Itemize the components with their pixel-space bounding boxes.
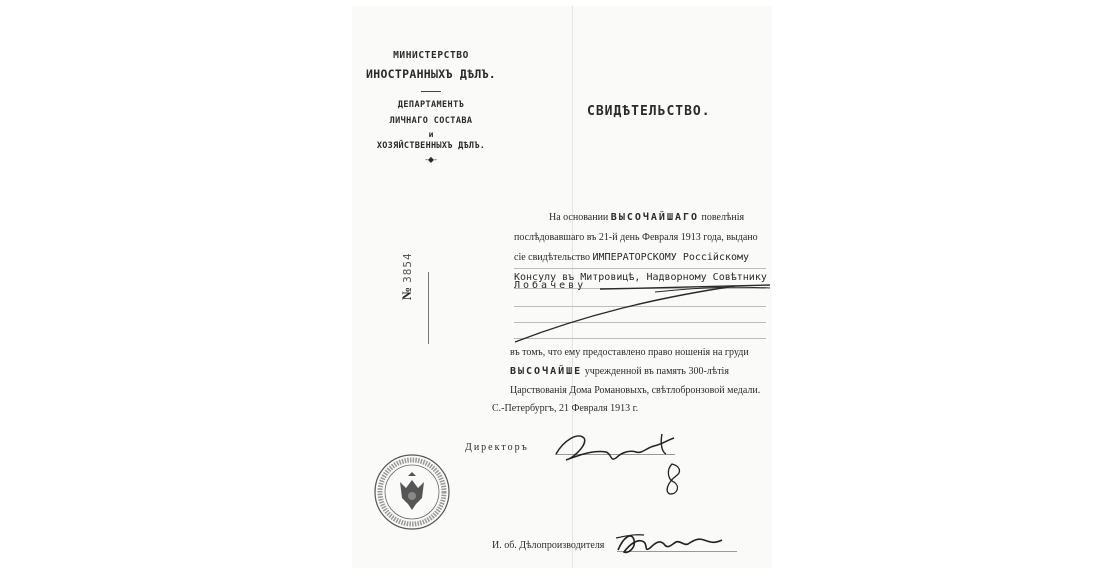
director-signature-icon	[550, 424, 700, 504]
body-line2: послѣдовавшаго въ 21-й день Февраля 1913 года, выдано	[514, 232, 758, 243]
place-date: С.-Петербургъ, 21 Февраля 1913 г.	[492, 403, 639, 414]
document-title: СВИДѢТЕЛЬСТВО.	[587, 104, 711, 119]
body-line3-a: сіе свидѣтельство	[514, 252, 591, 263]
recipient-name: Лобачеву	[514, 280, 587, 291]
department-line2: ЛИЧНАГО СОСТАВА	[389, 116, 473, 126]
body-line1-b: ВЫСОЧАЙШАГО	[610, 212, 700, 223]
body-line3-b: ИМПЕРАТОРСКОМУ Россійскому	[592, 252, 750, 263]
clerk-label: И. об. Дѣлопроизводителя	[492, 540, 605, 551]
letterhead-divider	[421, 91, 441, 92]
director-label: Директоръ	[465, 442, 529, 453]
ministry-line1: МИНИСТЕРСТВО	[393, 50, 469, 61]
body-line1-c: повелѣнія	[701, 212, 745, 223]
ornament-icon: -◆-	[425, 155, 437, 164]
body-line1-a: На основании	[549, 212, 609, 223]
body-line4: Консулу въ Митровицѣ, Надворному Совѣтнику	[514, 272, 767, 283]
number-sign: №	[399, 286, 414, 300]
department-line1: ДЕПАРТАМЕНТЪ	[397, 100, 465, 110]
cancellation-stroke	[505, 280, 775, 350]
number-underline	[428, 272, 429, 344]
clerk-signature-icon	[614, 526, 734, 560]
body-line3	[514, 252, 749, 263]
department-line4: ХОЗЯЙСТВЕННЫХЪ ДѢЛЪ.	[376, 141, 486, 151]
registration-number	[399, 252, 415, 300]
body-line6: въ томъ, что ему предоставлено право ношенія на груди	[510, 347, 749, 358]
body-line1	[549, 212, 744, 223]
official-seal-icon	[372, 452, 452, 532]
body-line8: Царствованія Дома Романовыхъ, свѣтлобронзовой медали.	[510, 385, 761, 396]
number-value: 3854	[401, 252, 414, 283]
ruled-line	[514, 268, 766, 269]
body-line7	[510, 366, 729, 377]
body-line7-b: учрежденной въ память 300-лѣтія	[584, 366, 729, 377]
department-line3: и	[428, 130, 434, 139]
ministry-line2: ИНОСТРАННЫХЪ ДѢЛЪ.	[366, 67, 497, 81]
body-line7-a: ВЫСОЧАЙШЕ	[510, 366, 583, 377]
